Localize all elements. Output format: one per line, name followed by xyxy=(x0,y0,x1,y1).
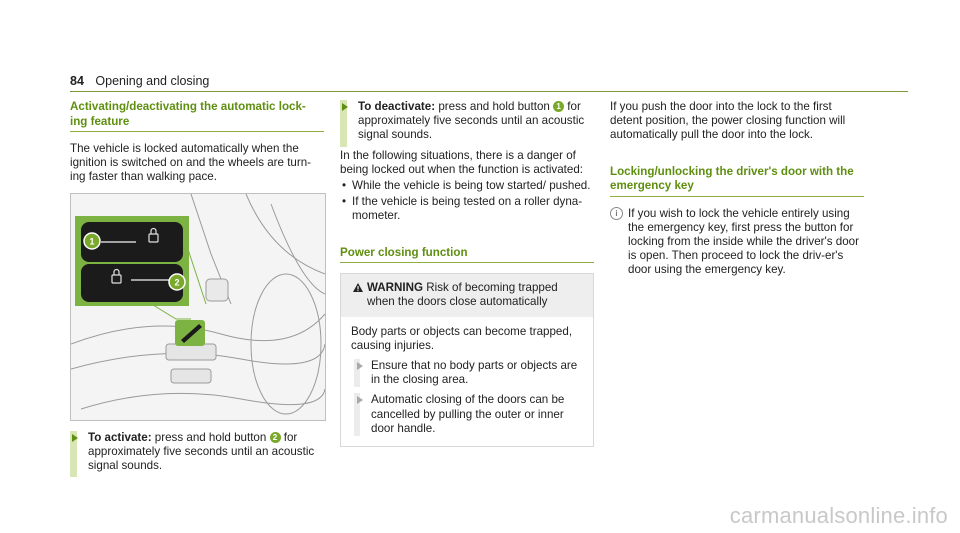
column-2 xyxy=(340,100,594,447)
list-item: • If the vehicle is being tested on a roller dyna-mometer. xyxy=(340,195,594,223)
list-item: • While the vehicle is being tow started/ pushed. xyxy=(340,179,594,193)
step-arrow-icon xyxy=(357,396,363,404)
step-activate xyxy=(70,431,324,474)
page-header xyxy=(70,74,209,88)
section-title-line2: emergency key xyxy=(610,179,694,193)
callout-1-label: 1 xyxy=(89,236,95,247)
warning-header xyxy=(341,274,593,316)
warning-headline: Risk of becoming trapped when the doors close automatically xyxy=(367,281,558,309)
step-text-post: for approximately five seconds until an acoustic signal sounds. xyxy=(88,430,315,473)
header-section: Opening and closing xyxy=(95,74,210,88)
warning-label: WARNING xyxy=(367,281,424,295)
door-control-illustration xyxy=(70,193,326,421)
column-3 xyxy=(610,100,864,278)
note-block xyxy=(610,207,864,278)
section-title-power-closing: Power closing function xyxy=(340,246,594,264)
button-badge-2: 2 xyxy=(270,432,281,443)
power-closing-text: If you push the door into the lock to the first detent position, the power closing function will automatically pull the door into the lock. xyxy=(610,100,846,142)
section-title-automatic-locking xyxy=(70,100,324,132)
danger-intro: In the following situations, there is a danger of being locked out when the function is activated: xyxy=(340,148,583,176)
callout-2-label: 2 xyxy=(174,277,180,288)
warning-step-2 xyxy=(351,393,583,436)
step-label: To deactivate: xyxy=(358,100,436,113)
warning-body xyxy=(341,317,593,446)
button-2 xyxy=(81,264,183,302)
section-title-line2: ing feature xyxy=(70,114,130,128)
callout-1 xyxy=(84,233,100,249)
step-text-pre: press and hold button xyxy=(435,100,554,113)
note-text: If you wish to lock the vehicle entirely using the emergency key, first press the button for locking from the inside while the driver's door is open. Then proceed to lock the driv-er's door using the emergency key. xyxy=(628,206,859,277)
section-title-line1: Activating/deactivating the automatic lock- xyxy=(70,100,306,113)
warning-box xyxy=(340,273,594,447)
step-text-post: for approximately five seconds until an acoustic signal sounds. xyxy=(358,100,585,142)
danger-list xyxy=(340,179,594,224)
step-deactivate xyxy=(340,100,594,143)
intro-text: The vehicle is locked automatically when the ignition is switched on and the wheels are turn-ing faster than walking pace. xyxy=(70,142,312,184)
watermark: carmanualsonline.info xyxy=(729,503,948,528)
header-rule xyxy=(70,91,908,92)
step-arrow-icon xyxy=(72,434,78,442)
section-title-line1: Locking/unlocking the driver's door with the xyxy=(610,164,854,178)
column-1 xyxy=(70,100,324,477)
door-panel-drawing xyxy=(71,194,325,420)
button-badge-1: 1 xyxy=(553,101,564,112)
warning-body-text: Body parts or objects can become trapped, causing injuries. xyxy=(351,324,573,352)
step-label: To activate: xyxy=(88,430,152,444)
callout-2 xyxy=(169,274,185,290)
section-title-emergency-key xyxy=(610,165,864,197)
warning-step-1 xyxy=(351,359,583,387)
info-icon: i xyxy=(610,207,623,220)
step-arrow-icon xyxy=(357,362,363,370)
warning-title xyxy=(351,281,583,309)
warning-step-text: Automatic closing of the doors can be cancelled by pulling the outer or inner door handle. xyxy=(371,393,565,435)
warning-step-text: Ensure that no body parts or objects are in the closing area. xyxy=(371,358,578,387)
step-text-pre: press and hold button xyxy=(151,430,270,444)
warning-triangle-icon xyxy=(353,283,363,292)
page-number: 84 xyxy=(70,74,84,88)
step-arrow-icon xyxy=(342,103,348,111)
